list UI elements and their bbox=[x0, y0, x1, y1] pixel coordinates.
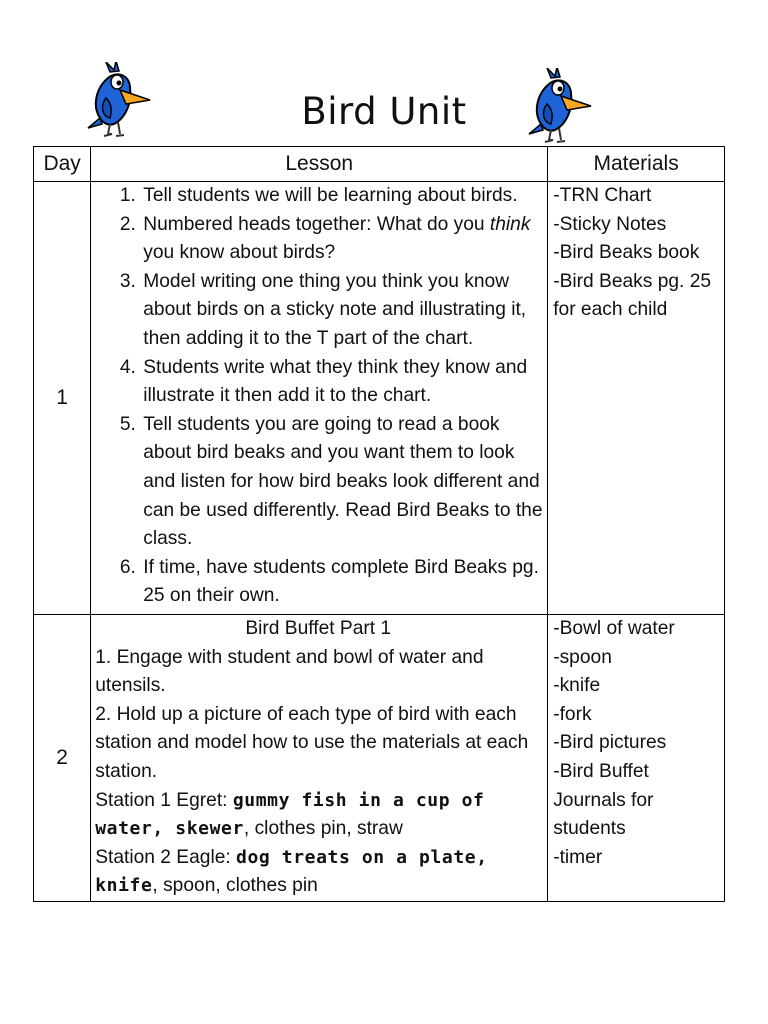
header-lesson: Lesson bbox=[91, 147, 548, 182]
lesson-plan-table bbox=[33, 146, 725, 902]
lesson-step: 3. Model writing one thing you think you know about birds on a sticky note and illustrating it, then adding it to the T part of the chart. bbox=[141, 268, 547, 354]
material-item: -TRN Chart bbox=[553, 185, 652, 206]
material-item: -spoon bbox=[553, 646, 612, 668]
table-row bbox=[34, 182, 725, 615]
lesson-step: 4. Students write what they think they know and illustrate it then add it to the chart. bbox=[141, 354, 547, 411]
material-item: -Bird Beaks pg. 25 for each child bbox=[553, 270, 712, 321]
table-row bbox=[34, 615, 725, 902]
material-item: -Sticky Notes bbox=[553, 213, 667, 235]
lesson-step: 1. Tell students we will be learning about birds. bbox=[141, 182, 547, 211]
material-item: -Bird pictures bbox=[553, 732, 667, 754]
material-item: -Bird Beaks book bbox=[553, 242, 700, 264]
lesson-step: 5. Tell students you are going to read a book about bird beaks and you want them to look and listen for how bird beaks look different and can be used differently. Read Bird Beaks to the class. bbox=[141, 411, 547, 554]
header-materials: Materials bbox=[548, 147, 725, 182]
lesson-part-title: Bird Buffet Part 1 bbox=[245, 618, 392, 639]
material-item: -timer bbox=[553, 846, 603, 868]
lesson-line: 1. Engage with student and bowl of water and utensils. bbox=[95, 646, 484, 697]
day-number: 2 bbox=[34, 615, 91, 902]
lesson-cell bbox=[91, 615, 548, 902]
lesson-steps bbox=[91, 182, 547, 611]
day-number: 1 bbox=[34, 182, 91, 615]
material-item: -knife bbox=[553, 675, 601, 697]
lesson-step: 2. Numbered heads together: What do you think you know about birds? bbox=[141, 211, 547, 268]
page-title: Bird Unit bbox=[301, 90, 467, 133]
bird-icon bbox=[527, 68, 595, 144]
lesson-line: 2. Hold up a picture of each type of bird with each station and model how to use the materials at each station. bbox=[95, 703, 529, 782]
materials-cell bbox=[548, 182, 725, 615]
material-item: -Bowl of water bbox=[553, 618, 675, 639]
table-header-row bbox=[34, 147, 725, 182]
header-day: Day bbox=[34, 147, 91, 182]
material-item: -fork bbox=[553, 703, 592, 725]
station-line: Station 1 Egret: gummy fish in a cup of water, skewer, clothes pin, straw bbox=[95, 789, 485, 840]
station-line: Station 2 Eagle: dog treats on a plate, knife, spoon, clothes pin bbox=[95, 846, 488, 897]
materials-cell bbox=[548, 615, 725, 902]
lesson-step: 6. If time, have students complete Bird Beaks pg. 25 on their own. bbox=[141, 554, 547, 611]
material-item: -Bird Buffet Journals for students bbox=[553, 760, 654, 840]
lesson-cell bbox=[91, 182, 548, 615]
